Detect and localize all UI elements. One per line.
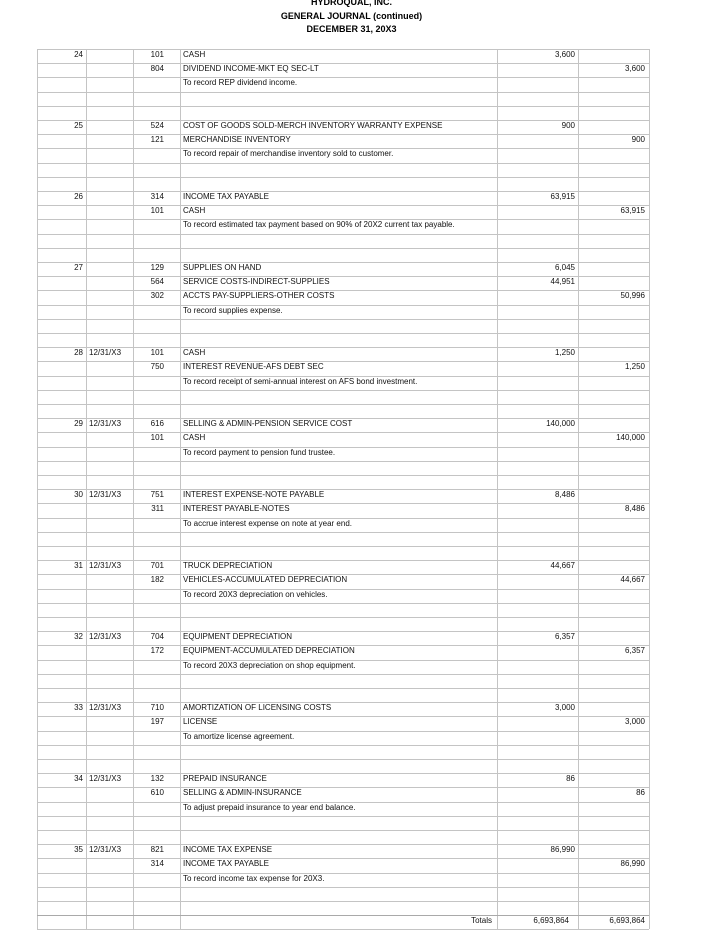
account-title: INCOME TAX PAYABLE — [183, 859, 269, 869]
column-divider — [86, 49, 87, 929]
journal-title: GENERAL JOURNAL (continued) — [280, 11, 423, 21]
debit-amount: 3,600 — [554, 50, 575, 59]
debit-amount — [497, 715, 575, 729]
entry-date: 12/31/X3 — [89, 703, 122, 713]
credit-amount: 6,357 — [624, 646, 645, 656]
entry-explanation: To adjust prepaid insurance to year end balance. — [183, 802, 356, 812]
account-number: 101 — [150, 50, 164, 59]
credit-amount — [578, 119, 645, 133]
entry-explanation: To accrue interest expense on note at year end. — [183, 518, 352, 528]
account-number: 132 — [150, 774, 164, 784]
entry-number: 34 — [74, 774, 83, 784]
account-number: 564 — [150, 277, 164, 287]
debit-amount — [497, 857, 575, 871]
account-number: 821 — [150, 845, 164, 855]
credit-amount: 63,915 — [620, 206, 645, 216]
entry-explanation: To record supplies expense. — [183, 305, 283, 315]
entry-explanation: To record 20X3 depreciation on vehicles. — [183, 589, 328, 599]
row-divider — [37, 390, 649, 391]
entry-date: 12/31/X3 — [89, 561, 122, 571]
credit-amount — [578, 772, 645, 786]
credit-amount: 140,000 — [616, 433, 645, 443]
credit-amount: 3,000 — [624, 717, 645, 727]
debit-amount: 6,357 — [554, 632, 575, 642]
debit-amount: 44,667 — [550, 561, 575, 571]
account-number: 197 — [150, 717, 164, 727]
row-divider — [37, 163, 649, 164]
total-credit: 6,693,864 — [609, 916, 645, 926]
account-title: LICENSE — [183, 717, 218, 727]
entry-number: 35 — [74, 845, 83, 855]
debit-amount: 900 — [561, 121, 575, 130]
account-number: 701 — [150, 561, 164, 571]
account-number: 610 — [150, 788, 164, 798]
entry-explanation: To record REP dividend income. — [183, 78, 298, 88]
account-number: 101 — [150, 348, 164, 358]
credit-amount: 1,250 — [624, 362, 645, 372]
credit-amount — [578, 488, 645, 502]
account-title: TRUCK DEPRECIATION — [183, 561, 273, 571]
debit-amount: 3,000 — [554, 703, 575, 713]
row-divider — [37, 816, 649, 817]
account-title: CASH — [183, 206, 206, 216]
row-divider — [37, 177, 649, 178]
credit-amount: 8,486 — [624, 504, 645, 514]
debit-amount: 86 — [566, 774, 575, 784]
row-divider — [37, 759, 649, 760]
account-title: COST OF GOODS SOLD-MERCH INVENTORY WARRANTY EXPENSE — [183, 121, 443, 130]
debit-amount — [497, 431, 575, 445]
credit-amount — [578, 261, 645, 275]
column-divider — [37, 49, 38, 929]
credit-amount — [578, 275, 645, 289]
entry-date: 12/31/X3 — [89, 845, 122, 855]
account-title: CASH — [183, 433, 206, 443]
debit-amount: 86,990 — [550, 845, 575, 855]
entry-number: 31 — [74, 561, 83, 571]
credit-amount — [578, 48, 645, 62]
account-number: 182 — [150, 575, 164, 585]
entry-date: 12/31/X3 — [89, 490, 122, 500]
credit-amount: 86 — [636, 788, 645, 798]
account-number: 314 — [150, 192, 164, 201]
debit-amount — [497, 502, 575, 516]
entry-number: 32 — [74, 632, 83, 642]
row-divider — [37, 830, 649, 831]
row-divider — [37, 674, 649, 675]
credit-amount — [578, 417, 645, 431]
credit-amount: 900 — [631, 135, 645, 145]
account-number: 172 — [150, 646, 164, 656]
debit-amount — [497, 62, 575, 76]
account-title: VEHICLES-ACCUMULATED DEPRECIATION — [183, 575, 348, 585]
account-title: SUPPLIES ON HAND — [183, 263, 262, 272]
entry-explanation: To amortize license agreement. — [183, 731, 295, 741]
entry-date: 12/31/X3 — [89, 632, 122, 642]
row-divider — [37, 106, 649, 107]
entry-number: 27 — [74, 263, 83, 272]
debit-amount — [497, 133, 575, 147]
row-divider — [37, 532, 649, 533]
entry-number: 33 — [74, 703, 83, 713]
entry-date: 12/31/X3 — [89, 419, 122, 429]
debit-amount — [497, 204, 575, 218]
debit-amount: 44,951 — [550, 277, 575, 287]
entry-explanation: To record estimated tax payment based on 90% of 20X2 current tax payable. — [183, 220, 455, 230]
debit-amount: 6,045 — [554, 263, 575, 272]
debit-amount — [497, 289, 575, 303]
account-number: 524 — [150, 121, 164, 130]
entry-date — [89, 261, 139, 275]
entry-explanation: To record receipt of semi-annual interest on AFS bond investment. — [183, 376, 418, 386]
row-divider — [37, 319, 649, 320]
journal-date: DECEMBER 31, 20X3 — [306, 24, 397, 34]
entry-explanation: To record income tax expense for 20X3. — [183, 873, 325, 883]
row-divider — [37, 92, 649, 93]
debit-amount: 140,000 — [546, 419, 575, 429]
credit-amount: 44,667 — [620, 575, 645, 585]
account-title: PREPAID INSURANCE — [183, 774, 267, 784]
entry-date — [89, 48, 139, 62]
row-divider — [37, 333, 649, 334]
credit-amount — [578, 843, 645, 857]
credit-amount — [578, 559, 645, 573]
account-number: 101 — [150, 433, 164, 443]
entry-date: 12/31/X3 — [89, 774, 122, 784]
entry-number: 29 — [74, 419, 83, 429]
entry-explanation: To record 20X3 depreciation on shop equipment. — [183, 660, 356, 670]
account-title: INCOME TAX PAYABLE — [183, 192, 269, 201]
entry-number: 26 — [74, 192, 83, 201]
entry-number: 25 — [74, 121, 83, 130]
debit-amount — [497, 644, 575, 658]
account-title: INCOME TAX EXPENSE — [183, 845, 273, 855]
account-number: 616 — [150, 419, 164, 429]
account-title: DIVIDEND INCOME-MKT EQ SEC-LT — [183, 64, 319, 74]
account-title: SERVICE COSTS-INDIRECT-SUPPLIES — [183, 277, 330, 287]
account-number: 121 — [150, 135, 164, 145]
total-debit: 6,693,864 — [533, 916, 569, 926]
debit-amount — [497, 360, 575, 374]
entry-number: 24 — [74, 50, 83, 59]
account-number: 710 — [150, 703, 164, 713]
account-title: EQUIPMENT DEPRECIATION — [183, 632, 293, 642]
account-number: 311 — [151, 504, 164, 514]
account-title: INTEREST PAYABLE-NOTES — [183, 504, 290, 514]
row-divider — [37, 248, 649, 249]
entry-explanation: To record payment to pension fund trustee. — [183, 447, 336, 457]
column-divider — [180, 49, 181, 929]
account-title: CASH — [183, 50, 206, 59]
account-title: ACCTS PAY-SUPPLIERS-OTHER COSTS — [183, 291, 335, 301]
entry-date — [89, 119, 139, 133]
credit-amount: 3,600 — [624, 64, 645, 74]
debit-amount: 63,915 — [550, 192, 575, 201]
row-divider — [37, 546, 649, 547]
debit-amount — [497, 786, 575, 800]
row-divider — [37, 887, 649, 888]
account-number: 302 — [150, 291, 164, 301]
credit-amount — [578, 346, 645, 360]
row-divider — [37, 404, 649, 405]
row-divider — [37, 745, 649, 746]
row-divider — [37, 688, 649, 689]
account-title: INTEREST EXPENSE-NOTE PAYABLE — [183, 490, 325, 500]
entry-date — [89, 190, 139, 204]
entry-date: 12/31/X3 — [89, 348, 122, 358]
totals-label: Totals — [471, 916, 492, 926]
credit-amount: 86,990 — [620, 859, 645, 869]
account-number: 751 — [150, 490, 164, 500]
account-title: SELLING & ADMIN-INSURANCE — [183, 788, 302, 798]
account-title: MERCHANDISE INVENTORY — [183, 135, 291, 145]
account-number: 804 — [150, 64, 164, 74]
account-number: 704 — [150, 632, 164, 642]
row-divider — [37, 234, 649, 235]
row-divider — [37, 475, 649, 476]
account-title: SELLING & ADMIN-PENSION SERVICE COST — [183, 419, 353, 429]
account-number: 101 — [150, 206, 164, 216]
account-number: 314 — [150, 859, 164, 869]
account-number: 129 — [150, 263, 164, 272]
credit-amount: 50,996 — [620, 291, 645, 301]
credit-amount — [578, 701, 645, 715]
entry-explanation: To record repair of merchandise inventory sold to customer. — [183, 149, 394, 159]
account-title: CASH — [183, 348, 206, 358]
debit-amount: 1,250 — [554, 348, 575, 358]
row-divider — [37, 901, 649, 902]
credit-amount — [578, 630, 645, 644]
entry-number: 28 — [74, 348, 83, 358]
row-divider — [37, 617, 649, 618]
row-divider — [37, 461, 649, 462]
debit-amount: 8,486 — [554, 490, 575, 500]
company-name: HYDROQUAL, INC. — [311, 0, 392, 7]
account-number: 750 — [150, 362, 164, 372]
row-divider — [37, 603, 649, 604]
account-title: EQUIPMENT-ACCUMULATED DEPRECIATION — [183, 646, 355, 656]
account-title: INTEREST REVENUE-AFS DEBT SEC — [183, 362, 324, 372]
debit-amount — [497, 573, 575, 587]
account-title: AMORTIZATION OF LICENSING COSTS — [183, 703, 332, 713]
column-divider — [649, 49, 650, 929]
entry-number: 30 — [74, 490, 83, 500]
credit-amount — [578, 190, 645, 204]
